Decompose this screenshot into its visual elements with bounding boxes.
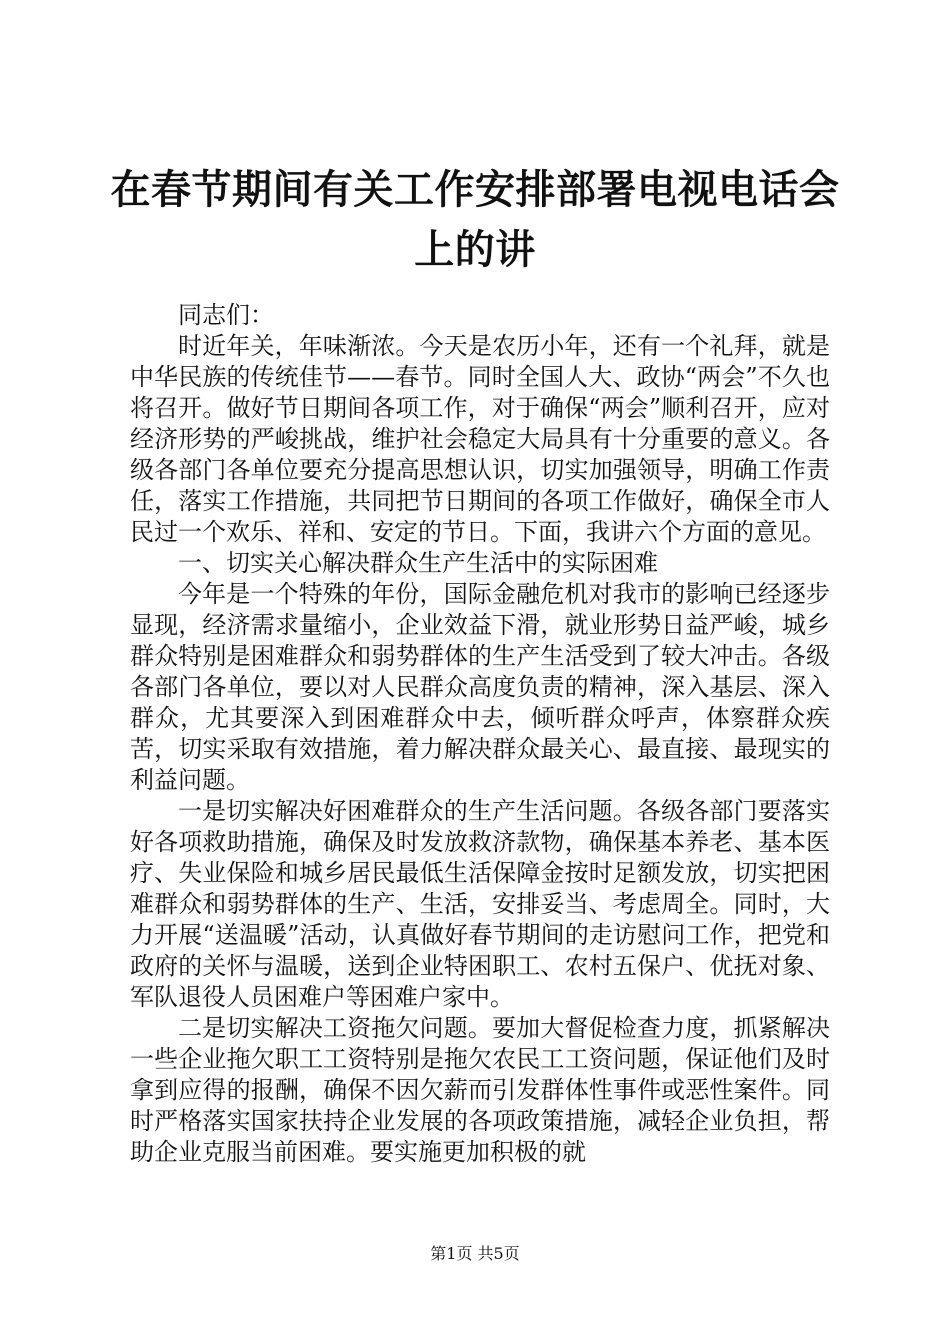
paragraph-point-1: 一是切实解决好困难群众的生产生活问题。各级各部门要落实好各项救助措施，确保及时发放救济款物，确保基本养老、基本医疗、失业保险和城乡居民最低生活保障金按时足额发放，切实把困难群众和弱势群体的生产、生活，安排妥当、考虑周全。同时，大力开展“送温暖”活动，认真做好春节期间的走访慰问工作，把党和政府的关怀与温暖，送到企业特困职工、农村五保户、优抚对象、军队退役人员困难户等困难户家中。 (130, 797, 830, 1011)
paragraph-point-2: 二是切实解决工资拖欠问题。要加大督促检查力度，抓紧解决一些企业拖欠职工工资特别是拖欠农民工工资问题，保证他们及时拿到应得的报酬，确保不因欠薪而引发群体性事件或恶性案件。同时严格落实国家扶持企业发展的各项政策措施，减轻企业负担，帮助企业克服当前困难。要实施更加积极的就 (130, 1014, 830, 1166)
page-number-footer: 第1页 共5页 (430, 1244, 520, 1263)
paragraph-intro: 时近年关，年味渐浓。今天是农历小年，还有一个礼拜，就是中华民族的传统佳节——春节。同时全国人大、政协“两会”不久也将召开。做好节日期间各项工作，对于确保“两会”顺利召开，应对经济形势的严峻挑战，维护社会稳定大局具有十分重要的意义。各级各部门各单位要充分提高思想认识，切实加强领导，明确工作责任，落实工作措施，共同把节日期间的各项工作做好，确保全市人民过一个欢乐、祥和、安定的节日。下面，我讲六个方面的意见。 (130, 332, 830, 546)
section-heading-1: 一、切实关心解决群众生产生活中的实际困难 (178, 549, 658, 577)
document-title: 在春节期间有关工作安排部署电视电话会上的讲 (110, 166, 840, 273)
salutation: 同志们： (178, 301, 274, 329)
paragraph-section-1: 今年是一个特殊的年份，国际金融危机对我市的影响已经逐步显现，经济需求量缩小，企业效益下滑，就业形势日益严峻，城乡群众特别是困难群众和弱势群体的生产生活受到了较大冲击。各级各部门各单位，要以对人民群众高度负责的精神，深入基层、深入群众，尤其要深入到困难群众中去，倾听群众呼声，体察群众疾苦，切实采取有效措施，着力解决群众最关心、最直接、最现实的利益问题。 (130, 580, 830, 794)
document-body (130, 300, 830, 1168)
